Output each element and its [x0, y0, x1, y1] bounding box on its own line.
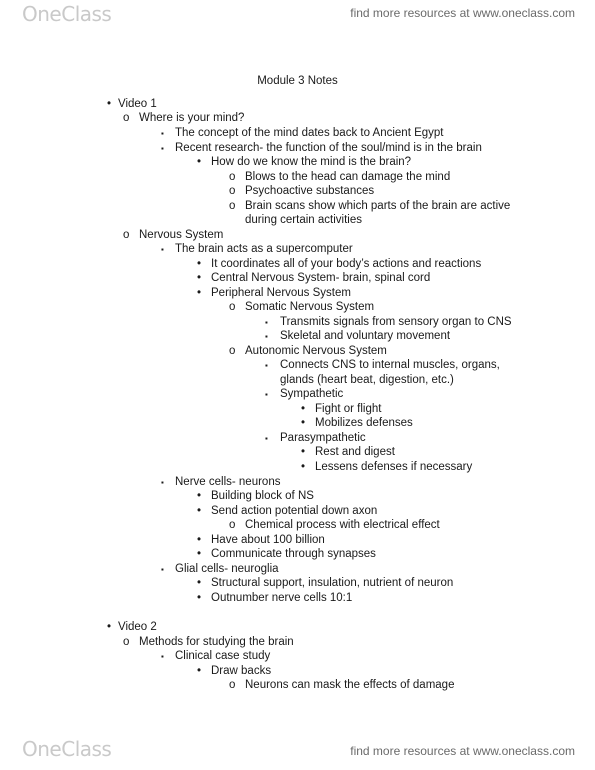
note-line: Communicate through synapses — [211, 548, 376, 560]
footer-resources-link[interactable]: find more resources at www.oneclass.com — [350, 744, 575, 758]
note-line: Fight or flight — [315, 403, 382, 415]
bullet-marker: o — [229, 301, 236, 313]
bullet-marker: • — [301, 403, 306, 415]
note-line: The brain acts as a supercomputer — [175, 243, 353, 255]
bullet-marker: • — [301, 461, 306, 473]
bullet-marker: ▪ — [265, 318, 268, 327]
note-line: Brain scans show which parts of the brain are active — [245, 200, 511, 212]
header-resources-link[interactable]: find more resources at www.oneclass.com — [350, 6, 575, 20]
note-line: Rest and digest — [315, 446, 395, 458]
note-line: The concept of the mind dates back to Ancient Egypt — [175, 127, 444, 139]
bullet-marker: ▪ — [161, 478, 164, 487]
bullet-marker: ▪ — [265, 434, 268, 443]
note-line: Methods for studying the brain — [139, 636, 294, 648]
note-line: Autonomic Nervous System — [245, 345, 387, 357]
note-line: Mobilizes defenses — [315, 417, 413, 429]
note-line: Draw backs — [211, 665, 272, 677]
bullet-marker: o — [123, 636, 130, 648]
bullet-marker: • — [197, 272, 202, 284]
bullet-marker: ▪ — [161, 565, 164, 574]
bullet-marker: • — [197, 534, 202, 546]
document-title: Module 3 Notes — [257, 75, 338, 87]
note-line: Sympathetic — [280, 388, 344, 400]
note-line: Send action potential down axon — [211, 505, 378, 517]
bullet-marker: ▪ — [161, 129, 164, 138]
note-line: Video 2 — [118, 621, 157, 633]
note-line: Building block of NS — [211, 490, 314, 502]
note-line: Parasympathetic — [280, 432, 366, 444]
note-line: Blows to the head can damage the mind — [245, 171, 451, 183]
note-line: Psychoactive substances — [245, 185, 375, 197]
note-line: Chemical process with electrical effect — [245, 519, 440, 531]
bullet-marker: • — [107, 98, 112, 110]
note-line: Recent research- the function of the soul/mind is in the brain — [175, 142, 482, 154]
bullet-marker: • — [197, 665, 202, 677]
note-line: It coordinates all of your body’s actions and reactions — [211, 258, 482, 270]
bullet-marker: • — [197, 505, 202, 517]
note-line: Where is your mind? — [139, 112, 245, 124]
oneclass-logo-footer[interactable]: OneClass — [22, 737, 112, 761]
note-line: Outnumber nerve cells 10:1 — [211, 592, 353, 604]
bullet-marker: o — [123, 229, 130, 241]
bullet-marker: o — [229, 679, 236, 691]
note-line: Nervous System — [139, 229, 224, 241]
note-line: glands (heart beat, digestion, etc.) — [280, 374, 454, 386]
bullet-marker: o — [229, 200, 236, 212]
bullet-marker: ▪ — [161, 652, 164, 661]
note-line: Have about 100 billion — [211, 534, 325, 546]
note-line: Transmits signals from sensory organ to CNS — [280, 316, 512, 328]
bullet-marker: o — [229, 345, 236, 357]
bullet-marker: • — [107, 621, 112, 633]
note-line: Neurons can mask the effects of damage — [245, 679, 455, 691]
bullet-marker: o — [229, 519, 236, 531]
note-line: during certain activities — [245, 214, 362, 226]
bullet-marker: • — [197, 548, 202, 560]
note-line: Peripheral Nervous System — [211, 287, 351, 299]
bullet-marker: • — [197, 490, 202, 502]
note-line: Connects CNS to internal muscles, organs, — [280, 359, 500, 371]
note-line: Skeletal and voluntary movement — [280, 330, 451, 342]
bullet-marker: • — [197, 592, 202, 604]
bullet-marker: o — [123, 112, 130, 124]
note-line: Clinical case study — [175, 650, 271, 662]
note-line: Structural support, insulation, nutrient of neuron — [211, 577, 454, 589]
bullet-marker: ▪ — [265, 361, 268, 370]
oneclass-logo[interactable]: OneClass — [22, 2, 112, 26]
bullet-marker: o — [229, 185, 236, 197]
bullet-marker: • — [197, 287, 202, 299]
note-line: Somatic Nervous System — [245, 301, 375, 313]
bullet-marker: • — [301, 417, 306, 429]
note-line: Lessens defenses if necessary — [315, 461, 473, 473]
note-line: Video 1 — [118, 98, 157, 110]
bullet-marker: ▪ — [265, 332, 268, 341]
bullet-marker: • — [197, 577, 202, 589]
bullet-marker: ▪ — [265, 390, 268, 399]
bullet-marker: ▪ — [161, 245, 164, 254]
bullet-marker: • — [197, 258, 202, 270]
note-line: How do we know the mind is the brain? — [211, 156, 412, 168]
bullet-marker: • — [301, 446, 306, 458]
bullet-marker: ▪ — [161, 144, 164, 153]
bullet-marker: • — [197, 156, 202, 168]
note-line: Nerve cells- neurons — [175, 476, 281, 488]
bullet-marker: o — [229, 171, 236, 183]
note-line: Central Nervous System- brain, spinal cord — [211, 272, 431, 284]
note-line: Glial cells- neuroglia — [175, 563, 279, 575]
